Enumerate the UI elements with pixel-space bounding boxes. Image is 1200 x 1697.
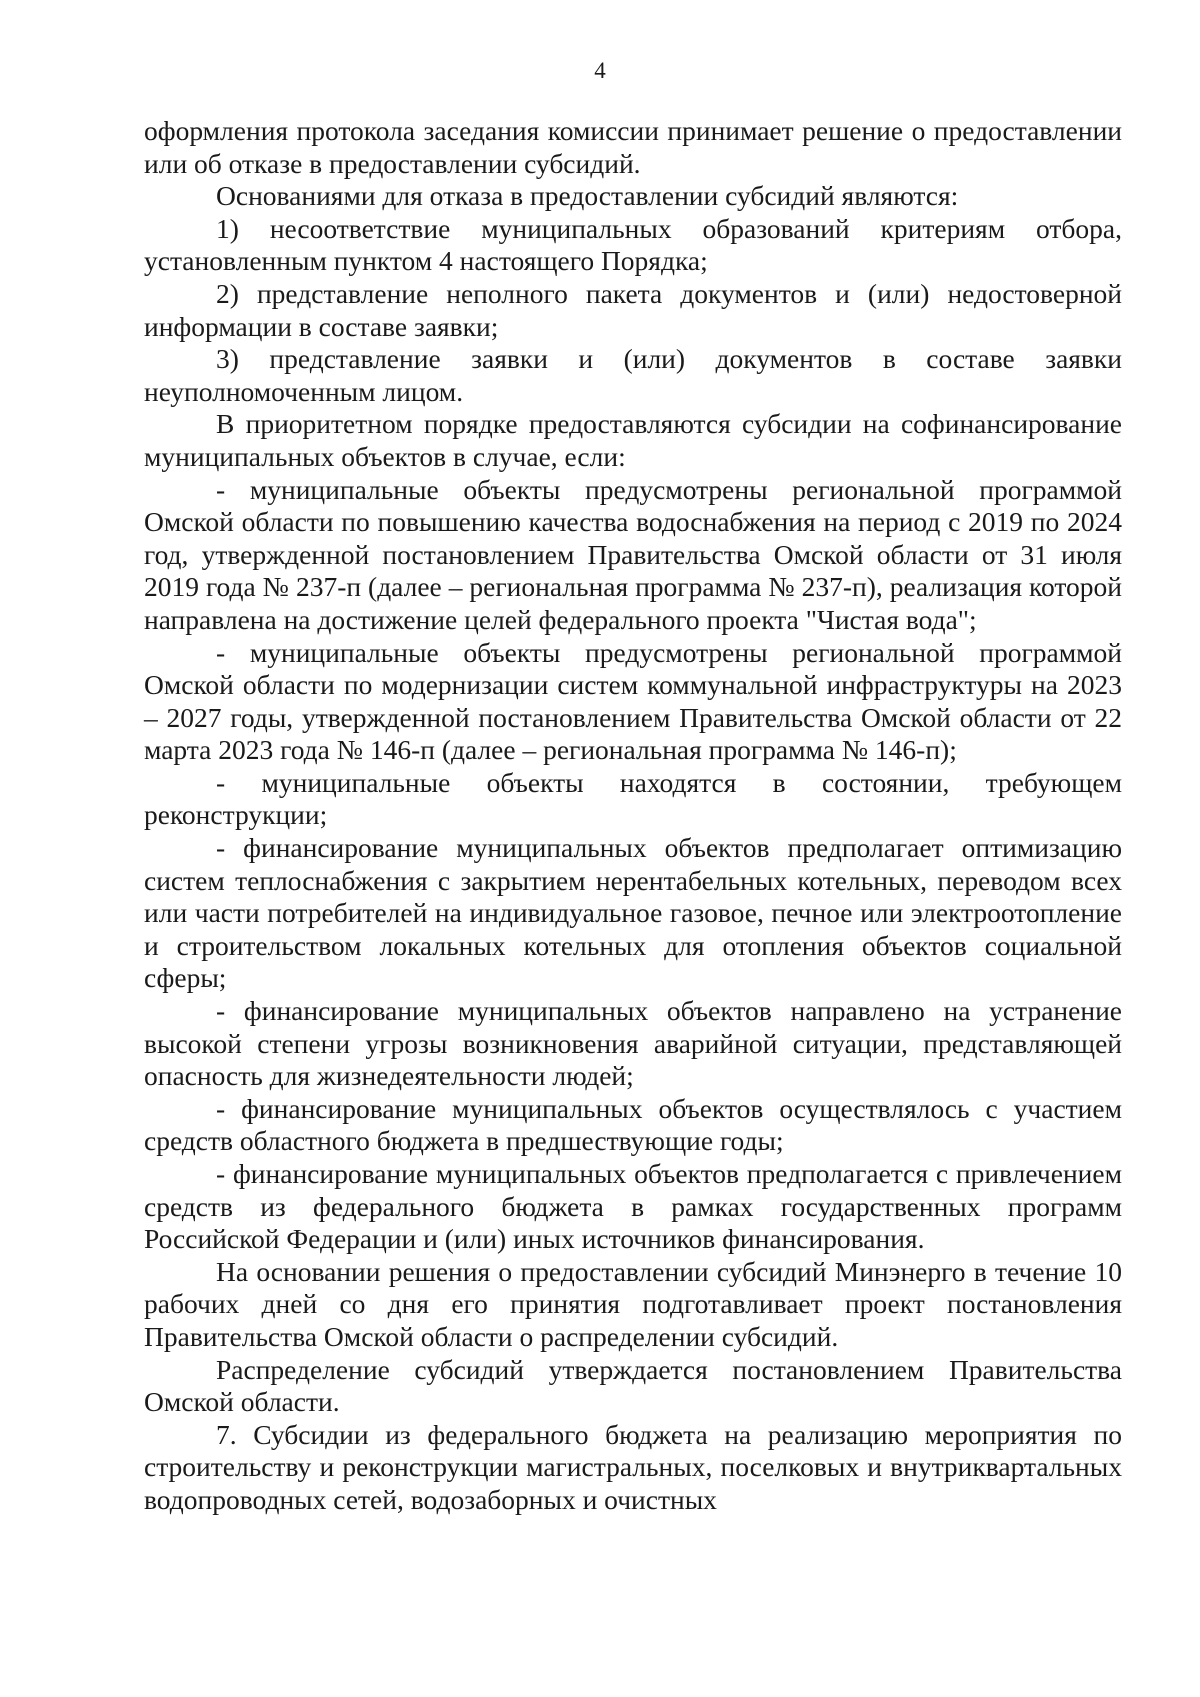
paragraph-refusal-grounds-intro: Основаниями для отказа в предоставлении субсидий являются: bbox=[216, 180, 959, 212]
paragraph-priority-item-2: - муниципальные объекты предусмотрены региональной программой Омской области по модернизации систем коммунальной инфраструктуры на 2023 – 2027 годы, утвержденной постановлением Правительства Омской области от 22 марта 2023 года № 146-п (далее – региональная программа № 146-п); bbox=[144, 636, 1122, 766]
page-number: 4 bbox=[594, 58, 606, 83]
paragraph-refusal-ground-1: 1) несоответствие муниципальных образований критериям отбора, установленным пунктом 4 настоящего Порядка; bbox=[144, 212, 1122, 277]
paragraph-priority-item-3: - муниципальные объекты находятся в состоянии, требующем реконструкции; bbox=[144, 766, 1122, 831]
paragraph-priority-intro: В приоритетном порядке предоставляются субсидии на софинансирование муниципальных объектов в случае, если: bbox=[144, 408, 1122, 472]
paragraph-priority-item-5: - финансирование муниципальных объектов направлено на устранение высокой степени угрозы возникновения аварийной ситуации, представляющей опасность для жизнедеятельности людей; bbox=[144, 995, 1122, 1092]
paragraph-section-7: 7. Субсидии из федерального бюджета на реализацию мероприятия по строительству и реконструкции магистральных, поселковых и внутриквартальных водопроводных сетей, водозаборных и очистных bbox=[144, 1418, 1122, 1515]
paragraph-priority-item-4: - финансирование муниципальных объектов предполагает оптимизацию систем теплоснабжения с закрытием нерентабельных котельных, переводом всех или части потребителей на индивидуальное газовое, печное или электроотопление и строительством локальных котельных для отопления объектов социальной сферы; bbox=[144, 832, 1122, 994]
paragraph-priority-item-6: - финансирование муниципальных объектов осуществлялось с участием средств областного бюджета в предшествующие годы; bbox=[144, 1092, 1122, 1157]
paragraph-distribution-approval: Распределение субсидий утверждается постановлением Правительства Омской области. bbox=[144, 1353, 1122, 1418]
paragraph-decision-continuation: оформления протокола заседания комиссии принимает решение о предоставлении или об отказе в предоставлении субсидий. bbox=[144, 115, 1122, 179]
paragraph-priority-item-1: - муниципальные объекты предусмотрены региональной программой Омской области по повышению качества водоснабжения на период с 2019 по 2024 год, утвержденной постановлением Правительства Омской области от 31 июля 2019 года № 237-п (далее – региональная программа № 237-п), реализация которой направлена на достижение целей федерального проекта "Чистая вода"; bbox=[144, 473, 1122, 635]
paragraph-priority-item-7: - финансирование муниципальных объектов предполагается с привлечением средств из федерального бюджета в рамках государственных программ Российской Федерации и (или) иных источников финансирования. bbox=[144, 1158, 1122, 1255]
paragraph-distribution-decision: На основании решения о предоставлении субсидий Минэнерго в течение 10 рабочих дней со дня его принятия подготавливает проект постановления Правительства Омской области о распределении субсидий. bbox=[144, 1255, 1122, 1352]
paragraph-refusal-ground-3: 3) представление заявки и (или) документов в составе заявки неуполномоченным лицом. bbox=[144, 343, 1122, 407]
paragraph-refusal-ground-2: 2) представление неполного пакета документов и (или) недостоверной информации в составе заявки; bbox=[144, 277, 1122, 342]
document-body bbox=[144, 115, 1122, 1517]
